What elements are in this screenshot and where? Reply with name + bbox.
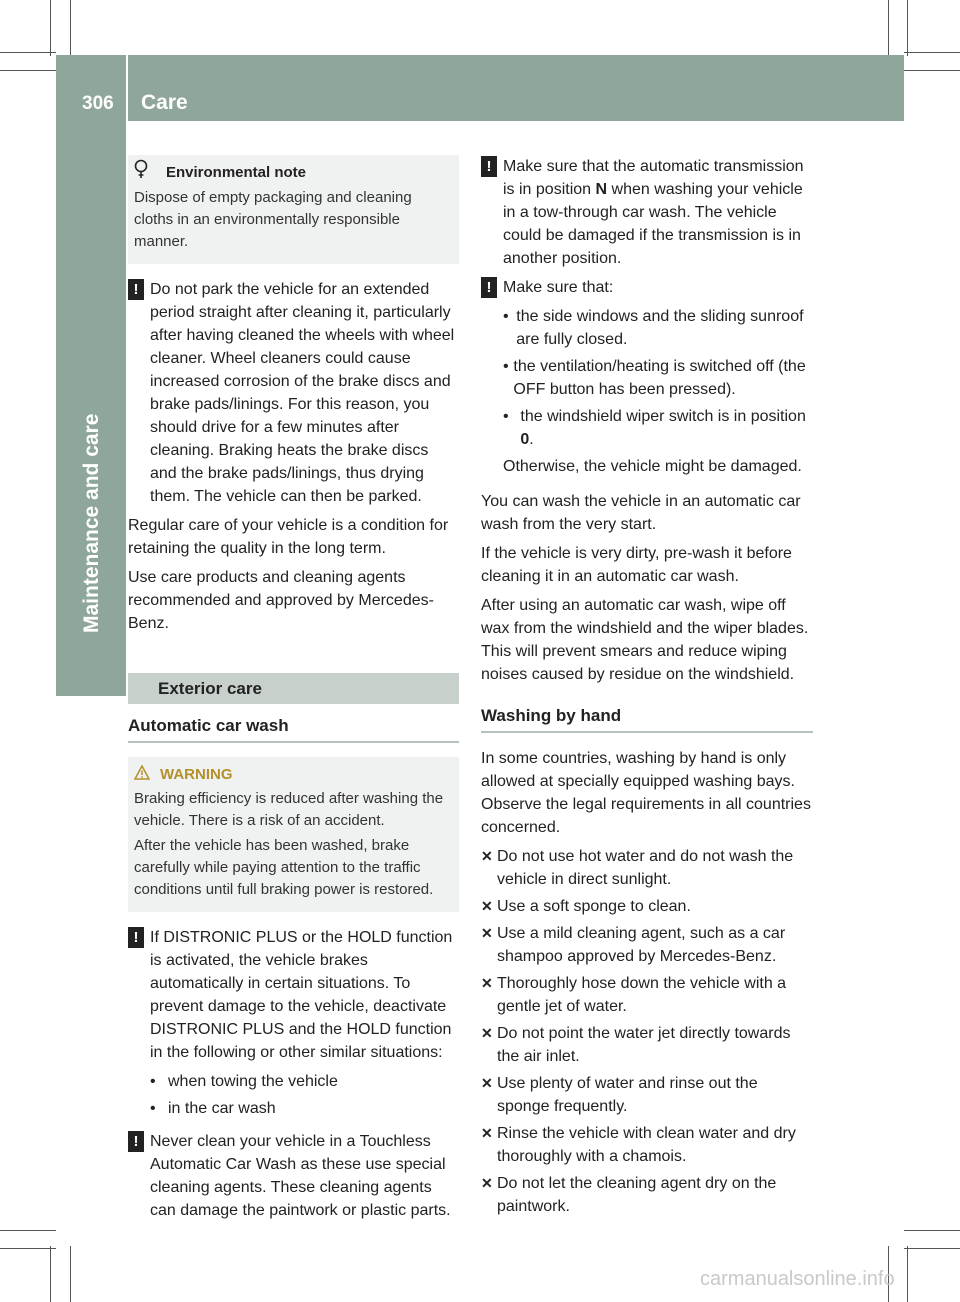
step-item: ✕ Use a soft sponge to clean. [481,895,813,918]
crop-mark [50,0,51,56]
exclamation-icon: ! [128,927,144,948]
step-item: ✕ Thoroughly hose down the vehicle with a gentle jet of water. [481,972,813,1018]
caution-text: Otherwise, the vehicle might be damaged. [503,458,802,475]
exclamation-icon: ! [128,1131,144,1152]
environmental-note [128,155,459,264]
caution-notice [481,155,813,270]
crop-mark [907,0,908,56]
subsection-heading: Automatic car wash [128,714,459,743]
exclamation-icon: ! [481,156,497,177]
step-arrow-icon: ✕ [481,1025,493,1041]
crop-mark [904,52,960,53]
paragraph: You can wash the vehicle in an automatic car wash from the very start. [481,493,801,533]
page-title: Care [141,91,188,114]
note-title: Environmental note [166,163,307,181]
note-text: Dispose of empty packaging and cleaning cloths in an environmentally responsible manner. [134,189,412,250]
list-item: • the ventilation/heating is switched off (the OFF button has been pressed). [503,358,806,398]
caution-text: Do not park the vehicle for an extended period straight after cleaning it, particularly after having cleaned the wheels with wheel cleaner. Wheel cleaners could cause increased corrosion of the brake discs and brake pads/linings. For this reason, you should drive for a few minutes after cleaning. Braking heats the brake discs and the brake pads/linings, thus drying them. The vehicle can then be parked. [150,281,455,505]
caution-notice [128,926,459,1124]
warning-triangle-icon [134,763,160,786]
warning-text: Braking efficiency is reduced after washing the vehicle. There is a risk of an accident. [134,790,444,829]
caution-text: Never clean your vehicle in a Touchless Automatic Car Wash as these use special cleaning agents. These cleaning agents can damage the paintwork or plastic parts. [150,1133,451,1219]
crop-mark [888,0,889,56]
side-tab-label: Maintenance and care [80,413,103,633]
subsection-heading: Washing by hand [481,704,813,733]
warning-box [128,757,459,912]
caution-text: Make sure that the automatic transmission is in position N when washing your vehicle in a tow-through car wash. The vehicle could be damaged if the transmission is in another position. [503,158,804,267]
step-arrow-icon: ✕ [481,848,493,864]
exclamation-icon: ! [128,279,144,300]
crop-mark [50,1246,51,1302]
paragraph: If the vehicle is very dirty, pre-wash it before cleaning it in an automatic car wash. [481,545,792,585]
crop-mark [0,52,56,53]
crop-mark [70,1246,71,1302]
crop-mark [904,1248,960,1249]
caution-notice [128,278,459,508]
crop-mark [904,70,960,71]
page-number: 306 [82,93,114,114]
step-arrow-icon: ✕ [481,975,493,991]
step-item: ✕ Rinse the vehicle with clean water and dry thoroughly with a chamois. [481,1122,813,1168]
paragraph: After using an automatic car wash, wipe off wax from the windshield and the wiper blades. This will prevent smears and reduce wiping noises caused by residue on the windshield. [481,597,809,683]
paragraph: Regular care of your vehicle is a condition for retaining the quality in the long term. [128,517,449,557]
list-item: • when towing the vehicle [150,1073,338,1090]
right-column [481,155,813,1222]
crop-mark [0,70,56,71]
lightbulb-icon [134,159,166,185]
crop-mark [904,1230,960,1231]
crop-mark [907,1246,908,1302]
crop-mark [0,1230,56,1231]
warning-text: After the vehicle has been washed, brake carefully while paying attention to the traffic conditions until full braking power is restored. [134,837,434,898]
paragraph: In some countries, washing by hand is only allowed at specially equipped washing bays. Observe the legal requirements in all countries concerned. [481,750,811,836]
caution-text: If DISTRONIC PLUS or the HOLD function is activated, the vehicle brakes automatically in certain situations. To prevent damage to the vehicle, deactivate DISTRONIC PLUS and the HOLD function in the following or other similar situations: [150,929,453,1061]
crop-mark [70,0,71,56]
section-heading: Exterior care [128,673,459,704]
step-arrow-icon: ✕ [481,898,493,914]
list-item: • the side windows and the sliding sunroof are fully closed. [503,308,804,348]
exclamation-icon: ! [481,277,497,298]
step-arrow-icon: ✕ [481,1075,493,1091]
step-arrow-icon: ✕ [481,1175,493,1191]
step-item: ✕ Do not use hot water and do not wash the vehicle in direct sunlight. [481,845,813,891]
warning-title: WARNING [160,766,233,783]
caution-text: Make sure that: [503,279,614,296]
list-item: • in the car wash [150,1100,276,1117]
paragraph: Use care products and cleaning agents recommended and approved by Mercedes-Benz. [128,569,434,632]
crop-mark [0,1248,56,1249]
step-arrow-icon: ✕ [481,1125,493,1141]
caution-notice [481,276,813,484]
list-item: • the windshield wiper switch is in position 0. [503,408,806,448]
left-column [128,155,459,1228]
watermark: carmanualsonline.info [700,1268,895,1290]
step-arrow-icon: ✕ [481,925,493,941]
step-item: ✕ Use a mild cleaning agent, such as a car shampoo approved by Mercedes-Benz. [481,922,813,968]
step-item: ✕ Do not point the water jet directly towards the air inlet. [481,1022,813,1068]
step-item: ✕ Use plenty of water and rinse out the sponge frequently. [481,1072,813,1118]
step-item: ✕ Do not let the cleaning agent dry on the paintwork. [481,1172,813,1218]
caution-notice [128,1130,459,1222]
header-divider [126,55,128,121]
